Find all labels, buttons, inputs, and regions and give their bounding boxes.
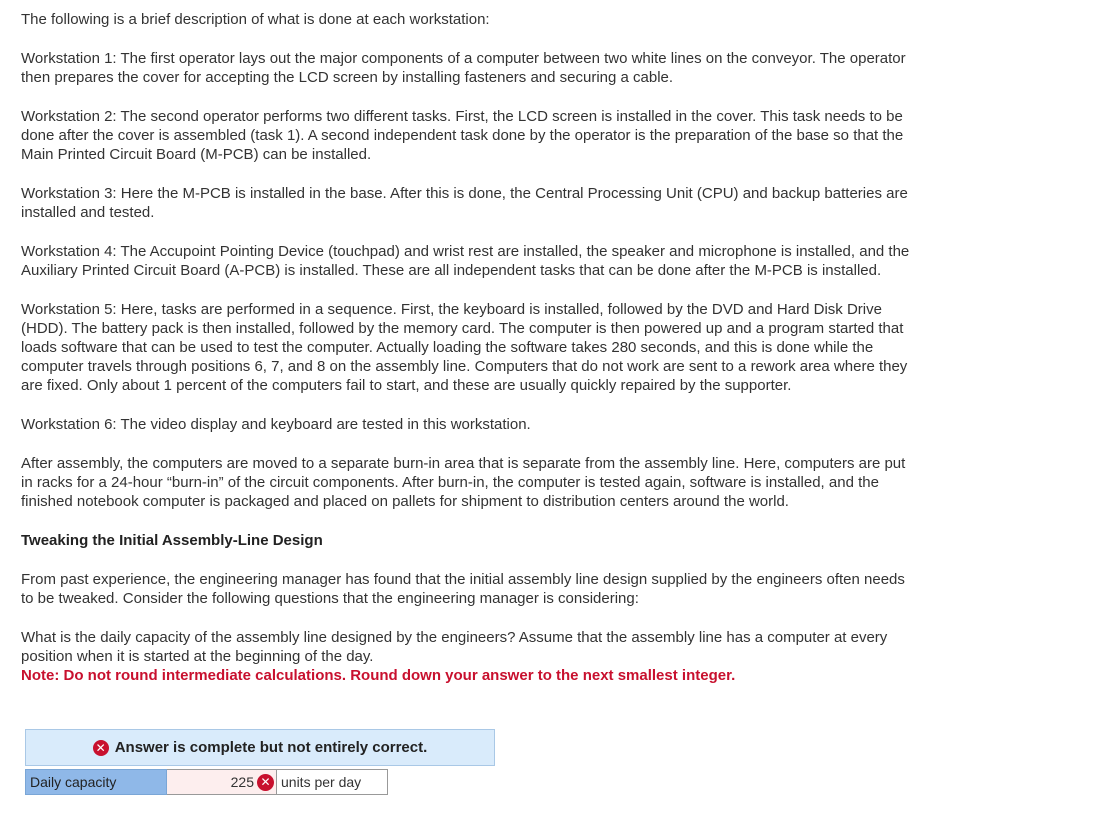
- question-text: What is the daily capacity of the assembly line designed by the engineers? Assume that the assembly line has a computer at every position when it is started at the beginning of the day.: [21, 629, 888, 665]
- answer-result: [25, 729, 495, 795]
- incorrect-x-icon: ✕: [257, 774, 274, 791]
- daily-capacity-value[interactable]: [167, 769, 277, 795]
- rounding-note: Note: Do not round intermediate calculations. Round down your answer to the next smallest integer.: [21, 667, 736, 684]
- answer-status-text: Answer is complete but not entirely correct.: [114, 739, 428, 756]
- workstation-2-text: Workstation 2: The second operator performs two different tasks. First, the LCD screen is installed in the cover. This task needs to be done after the cover is assembled (task 1). A second independent task done by the operator is the preparation of the base so that the Main Printed Circuit Board (M-PCB) can be installed.: [21, 108, 904, 163]
- daily-capacity-value-text: 225: [230, 774, 254, 790]
- question-body: [21, 10, 1021, 685]
- intro-text: The following is a brief description of what is done at each workstation:: [21, 11, 490, 28]
- answer-row: [25, 769, 495, 795]
- workstation-6-text: Workstation 6: The video display and keyboard are tested in this workstation.: [21, 416, 531, 433]
- answer-status-banner: [25, 729, 495, 766]
- workstation-5-text: Workstation 5: Here, tasks are performed in a sequence. First, the keyboard is installed, followed by the DVD and Hard Disk Drive (HDD). The battery pack is then installed, followed by the memory card. The computer is then powered up and a program started that loads software that can be used to test the computer. Actually loading the software takes 280 seconds, and this is done while the computer travels through positions 6, 7, and 8 on the assembly line. Computers that do not work are sent to a rework area where they are fixed. Only about 1 percent of the computers fail to start, and these are usually quickly repaired by the supporter.: [21, 301, 908, 394]
- workstation-3-text: Workstation 3: Here the M-PCB is installed in the base. After this is done, the Central Processing Unit (CPU) and backup batteries are installed and tested.: [21, 185, 908, 221]
- section-heading: Tweaking the Initial Assembly-Line Design: [21, 532, 323, 549]
- workstation-1-text: Workstation 1: The first operator lays out the major components of a computer between two white lines on the conveyor. The operator then prepares the cover for accepting the LCD screen by installing fasteners and securing a cable.: [21, 50, 906, 86]
- burn-in-text: After assembly, the computers are moved to a separate burn-in area that is separate from the assembly line. Here, computers are put in racks for a 24-hour “burn-in” of the circuit components. After burn-in, the computer is tested again, software is installed, and the finished notebook computer is packaged and placed on pallets for shipment to distribution centers around the world.: [21, 455, 906, 510]
- workstation-4-text: Workstation 4: The Accupoint Pointing Device (touchpad) and wrist rest are installed, the speaker and microphone is installed, and the Auxiliary Printed Circuit Board (A-PCB) is installed. These are all independent tasks that can be done after the M-PCB is installed.: [21, 243, 910, 279]
- daily-capacity-label: Daily capacity: [25, 769, 167, 795]
- x-circle-icon: ✕: [93, 740, 109, 756]
- daily-capacity-unit: units per day: [277, 769, 388, 795]
- past-experience-text: From past experience, the engineering manager has found that the initial assembly line design supplied by the engineers often needs to be tweaked. Consider the following questions that the engineering manager is considering:: [21, 571, 905, 607]
